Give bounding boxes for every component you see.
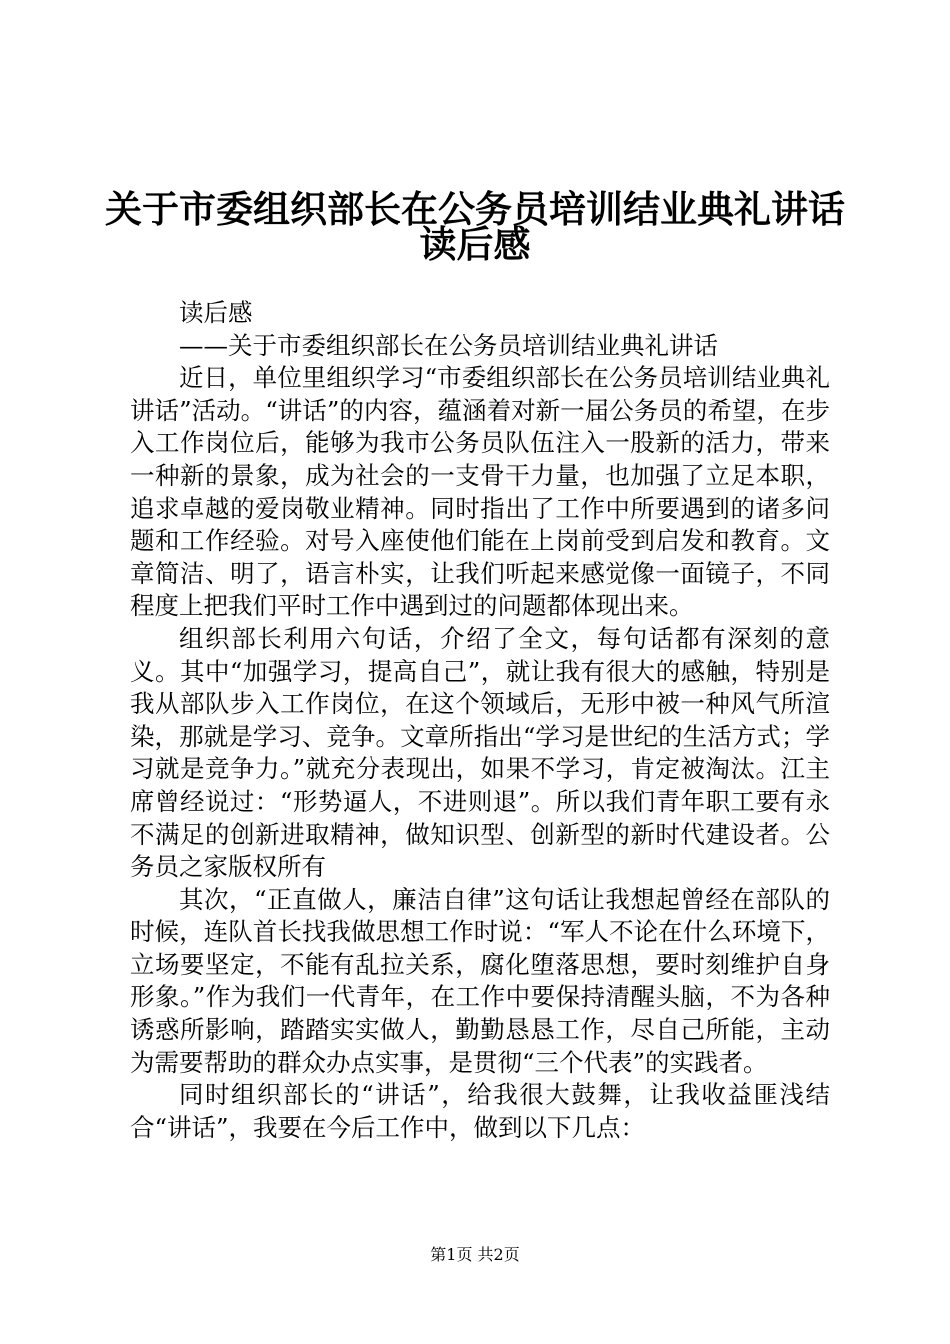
document-subtitle: ——关于市委组织部长在公务员培训结业典礼讲话 <box>179 330 718 360</box>
document-body <box>130 297 830 1144</box>
section-label: 读后感 <box>179 298 253 327</box>
paragraph-3: 其次，“正直做人，廉洁自律”这句话让我想起曾经在部队的时候，连队首长找我做思想工作时说：“军人不论在什么环境下，立场要坚定，不能有乱拉关系，腐化堕落思想，要时刻维护自身形象。”作为我们一代青年，在工作中要保持清醒头脑，不为各种诱惑所影响，踏踏实实做人，勤勤恳恳工作，尽自己所能，主动为需要帮助的群众办点实事，是贯彻“三个代表”的实践者。 <box>130 884 830 1077</box>
paragraph-2: 组织部长利用六句话，介绍了全文，每句话都有深刻的意义。其中“加强学习，提高自己”，就让我有很大的感触，特别是我从部队步入工作岗位，在这个领域后，无形中被一种风气所渲染，那就是学习、竞争。文章所指出“学习是世纪的生活方式；学习就是竞争力。”就充分表现出，如果不学习，肯定被淘汰。江主席曾经说过：“形势逼人，不进则退”。所以我们青年职工要有永不满足的创新进取精神，做知识型、创新型的新时代建设者。公务员之家版权所有 <box>130 623 830 882</box>
page-footer: 第1页 共2页 <box>430 1245 520 1264</box>
document-title-line2: 读后感 <box>419 222 531 266</box>
paragraph-1: 近日，单位里组织学习“市委组织部长在公务员培训结业典礼讲话”活动。“讲话”的内容，蕴涵着对新一届公务员的希望，在步入工作岗位后，能够为我市公务员队伍注入一股新的活力，带来一种新的景象，成为社会的一支骨干力量，也加强了立足本职，追求卓越的爱岗敬业精神。同时指出了工作中所要遇到的诸多问题和工作经验。对号入座使他们能在上岗前受到启发和教育。文章简洁、明了，语言朴实，让我们听起来感觉像一面镜子，不同程度上把我们平时工作中遇到过的问题都体现出来。 <box>130 363 830 621</box>
paragraph-4: 同时组织部长的“讲话”，给我很大鼓舞，让我收益匪浅结合“讲话”，我要在今后工作中，做到以下几点： <box>130 1080 830 1142</box>
document-title-line1: 关于市委组织部长在公务员培训结业典礼讲话 <box>105 187 845 231</box>
